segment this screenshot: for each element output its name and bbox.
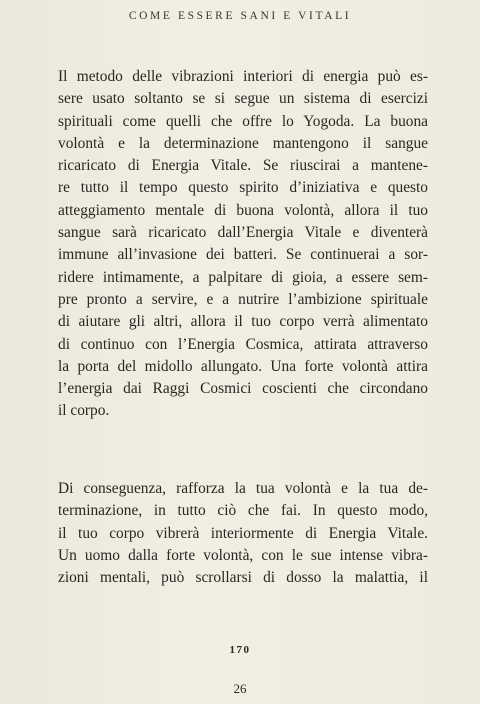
text-line: volontà e la determinazione mantengono il sangue [58, 134, 428, 152]
text-line: il tuo corpo vibrerà interiormente di Energia Vitale. [58, 524, 428, 542]
text-line: pre pronto a servire, e a nutrire l’ambizione spirituale [58, 290, 428, 308]
text-line: terminazione, in tutto ciò che fai. In questo modo, [58, 502, 428, 520]
text-line: ricaricato di Energia Vitale. Se riuscirai a mantene- [58, 157, 428, 175]
text-line: spirituali come quelli che offre lo Yogoda. La buona [58, 112, 428, 130]
paragraph-1 [58, 66, 428, 423]
text-line: immune all’invasione dei batteri. Se continuerai a sor- [58, 246, 428, 264]
text-line: zioni mentali, può scrollarsi di dosso la malattia, il [58, 569, 428, 587]
text-line: la porta del midollo allungato. Una forte volontà attira [58, 357, 428, 375]
text-line: il corpo. [58, 402, 110, 420]
page-folio: 170 [229, 644, 251, 656]
text-line: sere usato soltanto se si segue un sistema di esercizi [58, 90, 428, 108]
text-line: Un uomo dalla forte volontà, con le sue intense vibra- [58, 546, 428, 564]
paragraph-2 [58, 478, 428, 589]
text-line: di continuo con l’Energia Cosmica, attirata attraverso [58, 335, 428, 353]
text-line: di aiutare gli altri, allora il tuo corpo verrà alimentato [58, 313, 428, 331]
scan-page-number: 26 [233, 681, 247, 696]
text-line: re tutto il tempo questo spirito d’iniziativa e questo [58, 179, 428, 197]
text-line: ridere intimamente, a palpitare di gioia, a essere sem- [58, 268, 428, 286]
text-line: atteggiamento mentale di buona volontà, allora il tuo [58, 201, 428, 219]
text-line: Di conseguenza, rafforza la tua volontà e la tua de- [58, 480, 428, 497]
text-line: l’energia dai Raggi Cosmici coscienti che circondano [58, 380, 428, 398]
text-line: sangue sarà ricaricato dall’Energia Vitale e diventerà [58, 224, 428, 242]
running-head: COME ESSERE SANI E VITALI [128, 10, 352, 22]
text-line: Il metodo delle vibrazioni interiori di energia può es- [58, 68, 428, 85]
